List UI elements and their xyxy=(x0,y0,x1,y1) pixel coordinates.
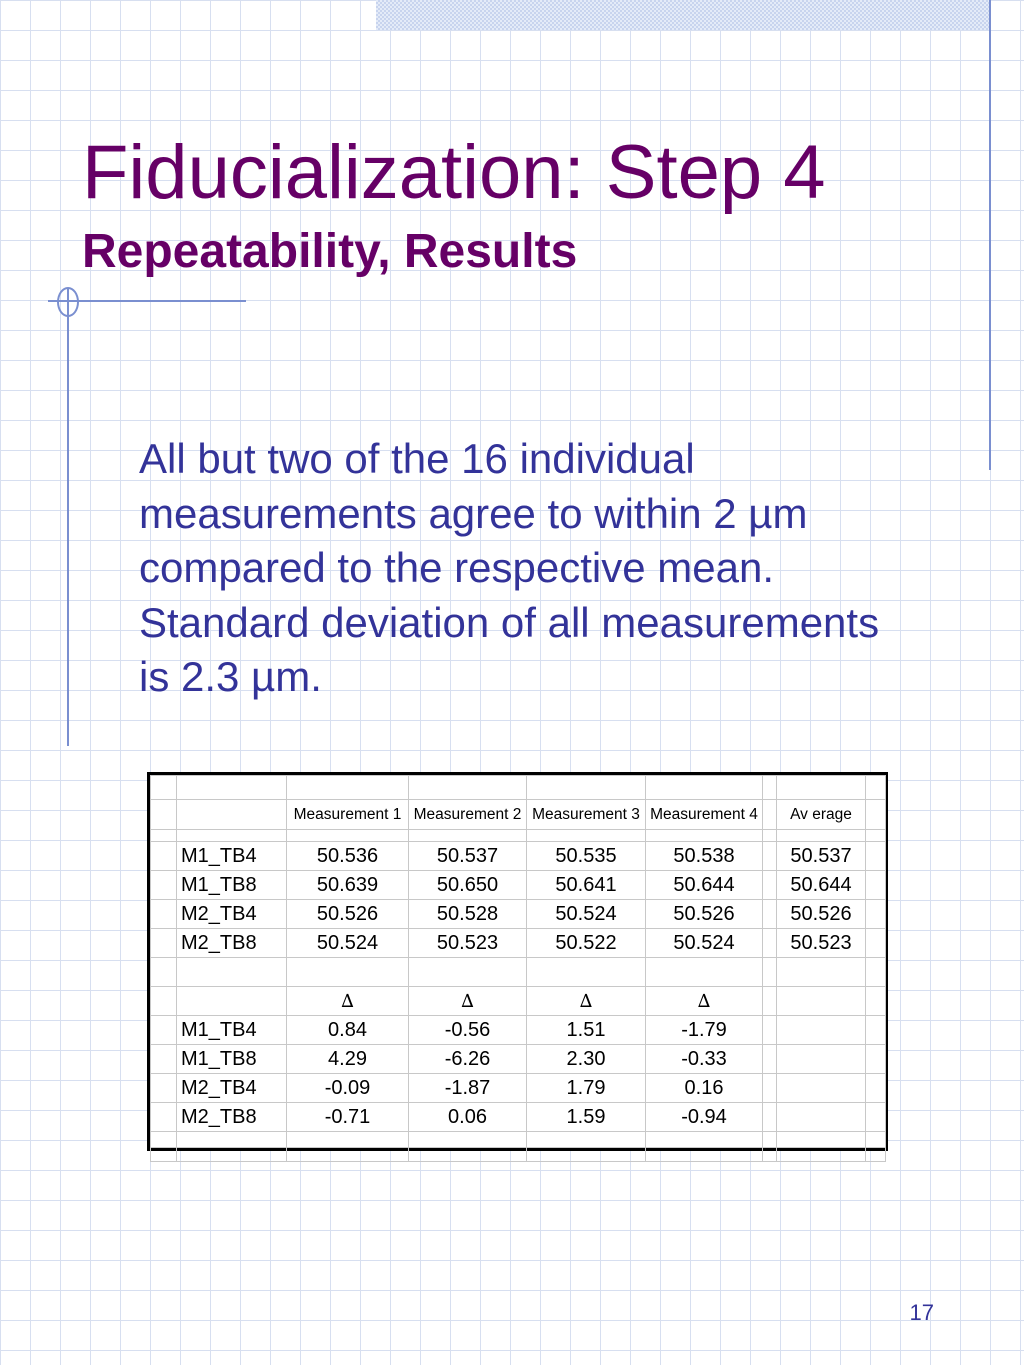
value-cell: 50.535 xyxy=(527,842,646,871)
value-cell: 50.524 xyxy=(287,929,409,958)
table-row xyxy=(151,1045,886,1074)
value-cell: 50.538 xyxy=(646,842,763,871)
delta-cell: 1.59 xyxy=(527,1103,646,1132)
table-spacer-row xyxy=(151,830,886,842)
table-row xyxy=(151,842,886,871)
value-cell: 50.639 xyxy=(287,871,409,900)
row-label: M2_TB4 xyxy=(177,900,287,929)
delta-cell: -1.79 xyxy=(646,1016,763,1045)
delta-header-row xyxy=(151,987,886,1016)
table-spacer-row xyxy=(151,1148,886,1162)
average-cell: 50.523 xyxy=(777,929,866,958)
header-cell: Measurement 4 xyxy=(646,800,763,830)
delta-symbol: ∆ xyxy=(287,987,409,1016)
table-row xyxy=(151,1103,886,1132)
value-cell: 50.641 xyxy=(527,871,646,900)
row-label: M2_TB4 xyxy=(177,1074,287,1103)
table-row xyxy=(151,871,886,900)
average-cell: 50.644 xyxy=(777,871,866,900)
delta-cell: 0.16 xyxy=(646,1074,763,1103)
delta-cell: -0.71 xyxy=(287,1103,409,1132)
delta-cell: -0.33 xyxy=(646,1045,763,1074)
value-cell: 50.523 xyxy=(409,929,527,958)
value-cell: 50.524 xyxy=(646,929,763,958)
delta-cell: 0.06 xyxy=(409,1103,527,1132)
row-label: M1_TB4 xyxy=(177,842,287,871)
delta-cell: 1.51 xyxy=(527,1016,646,1045)
row-label: M1_TB8 xyxy=(177,871,287,900)
delta-cell: 4.29 xyxy=(287,1045,409,1074)
value-cell: 50.528 xyxy=(409,900,527,929)
delta-cell: -1.87 xyxy=(409,1074,527,1103)
slide-title: Fiducialization: Step 4 xyxy=(82,130,826,215)
delta-symbol: ∆ xyxy=(646,987,763,1016)
results-table-frame xyxy=(147,772,888,1151)
delta-cell: 2.30 xyxy=(527,1045,646,1074)
table-spacer-row xyxy=(151,1132,886,1148)
decorative-band xyxy=(376,0,990,30)
delta-cell: 1.79 xyxy=(527,1074,646,1103)
table-header-row xyxy=(151,800,886,830)
decorative-circle xyxy=(57,287,79,317)
row-label: M2_TB8 xyxy=(177,929,287,958)
value-cell: 50.526 xyxy=(287,900,409,929)
slide-body-text: All but two of the 16 individual measurements agree to within 2 µm compared to the respective mean. Standard deviation of all measurements is 2.3 µm. xyxy=(139,435,880,700)
value-cell: 50.644 xyxy=(646,871,763,900)
delta-symbol: ∆ xyxy=(527,987,646,1016)
value-cell: 50.537 xyxy=(409,842,527,871)
row-label: M1_TB4 xyxy=(177,1016,287,1045)
delta-cell: -6.26 xyxy=(409,1045,527,1074)
value-cell: 50.524 xyxy=(527,900,646,929)
value-cell: 50.650 xyxy=(409,871,527,900)
delta-cell: 0.84 xyxy=(287,1016,409,1045)
table-row xyxy=(151,900,886,929)
decorative-rule-left xyxy=(67,288,69,746)
page-number: 17 xyxy=(909,1300,934,1325)
table-spacer-row xyxy=(151,958,886,987)
row-label: M2_TB8 xyxy=(177,1103,287,1132)
table-row xyxy=(151,1074,886,1103)
table-row xyxy=(151,1016,886,1045)
value-cell: 50.536 xyxy=(287,842,409,871)
average-cell: 50.526 xyxy=(777,900,866,929)
header-cell: Av erage xyxy=(777,800,866,830)
delta-cell: -0.09 xyxy=(287,1074,409,1103)
header-cell: Measurement 3 xyxy=(527,800,646,830)
delta-symbol: ∆ xyxy=(409,987,527,1016)
table-spacer-row xyxy=(151,776,886,800)
row-label: M1_TB8 xyxy=(177,1045,287,1074)
value-cell: 50.522 xyxy=(527,929,646,958)
average-cell: 50.537 xyxy=(777,842,866,871)
slide-subtitle: Repeatability, Results xyxy=(82,225,578,278)
delta-cell: -0.94 xyxy=(646,1103,763,1132)
table-row xyxy=(151,929,886,958)
delta-cell: -0.56 xyxy=(409,1016,527,1045)
decorative-rule-right xyxy=(989,0,991,470)
results-table xyxy=(150,775,886,1162)
header-cell: Measurement 1 xyxy=(287,800,409,830)
value-cell: 50.526 xyxy=(646,900,763,929)
header-cell: Measurement 2 xyxy=(409,800,527,830)
